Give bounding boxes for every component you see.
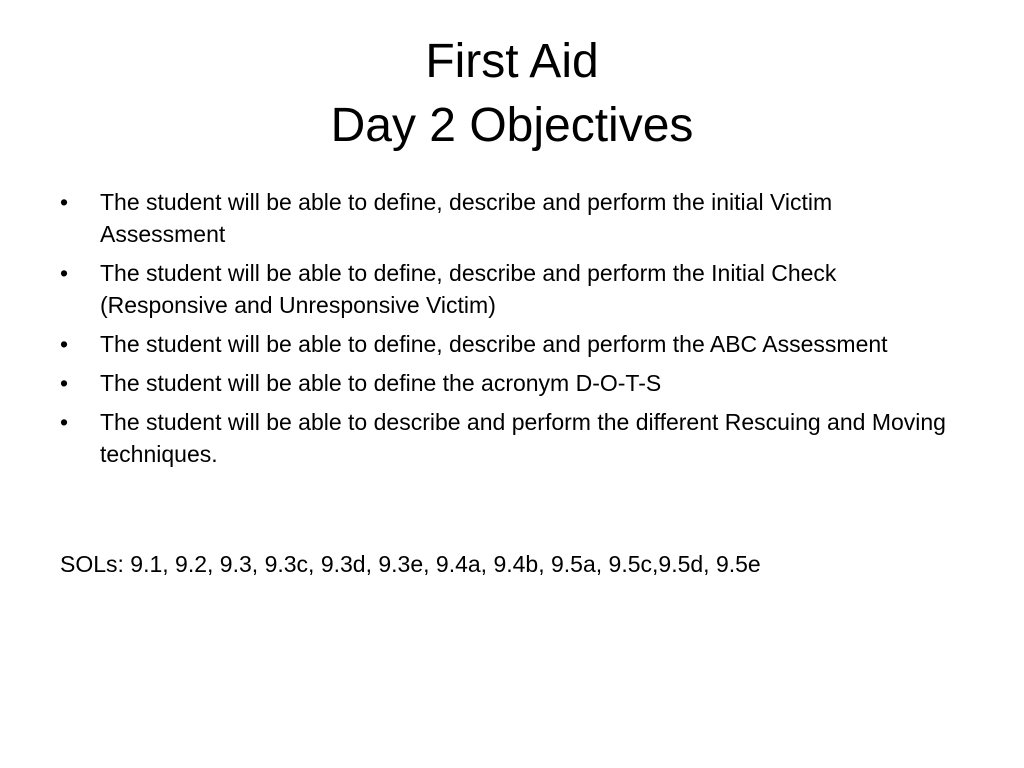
- list-item: [60, 406, 960, 470]
- list-item: [60, 367, 960, 399]
- objectives-list: [60, 186, 960, 477]
- title-line-1: First Aid: [425, 35, 599, 88]
- objective-text: The student will be able to define the acronym D-O-T-S: [100, 370, 662, 396]
- sols-text: SOLs: 9.1, 9.2, 9.3, 9.3c, 9.3d, 9.3e, 9.4a, 9.4b, 9.5a, 9.5c,9.5d, 9.5e: [60, 551, 761, 577]
- bullet-icon: •: [60, 331, 69, 357]
- title-line-2: Day 2 Objectives: [330, 99, 694, 152]
- bullet-icon: •: [60, 260, 69, 286]
- bullet-icon: •: [60, 370, 69, 396]
- objective-text: The student will be able to define, describe and perform the initial Victim Assessment: [100, 189, 833, 247]
- list-item: [60, 257, 960, 321]
- objective-text: The student will be able to describe and perform the different Rescuing and Moving techniques.: [100, 409, 946, 467]
- bullet-icon: •: [60, 189, 69, 215]
- objective-text: The student will be able to define, describe and perform the ABC Assessment: [100, 331, 888, 357]
- objective-text: The student will be able to define, describe and perform the Initial Check (Responsive and Unresponsive Victim): [100, 260, 837, 318]
- slide-title: [0, 30, 1024, 158]
- bullet-icon: •: [60, 409, 69, 435]
- list-item: [60, 186, 960, 250]
- list-item: [60, 328, 960, 360]
